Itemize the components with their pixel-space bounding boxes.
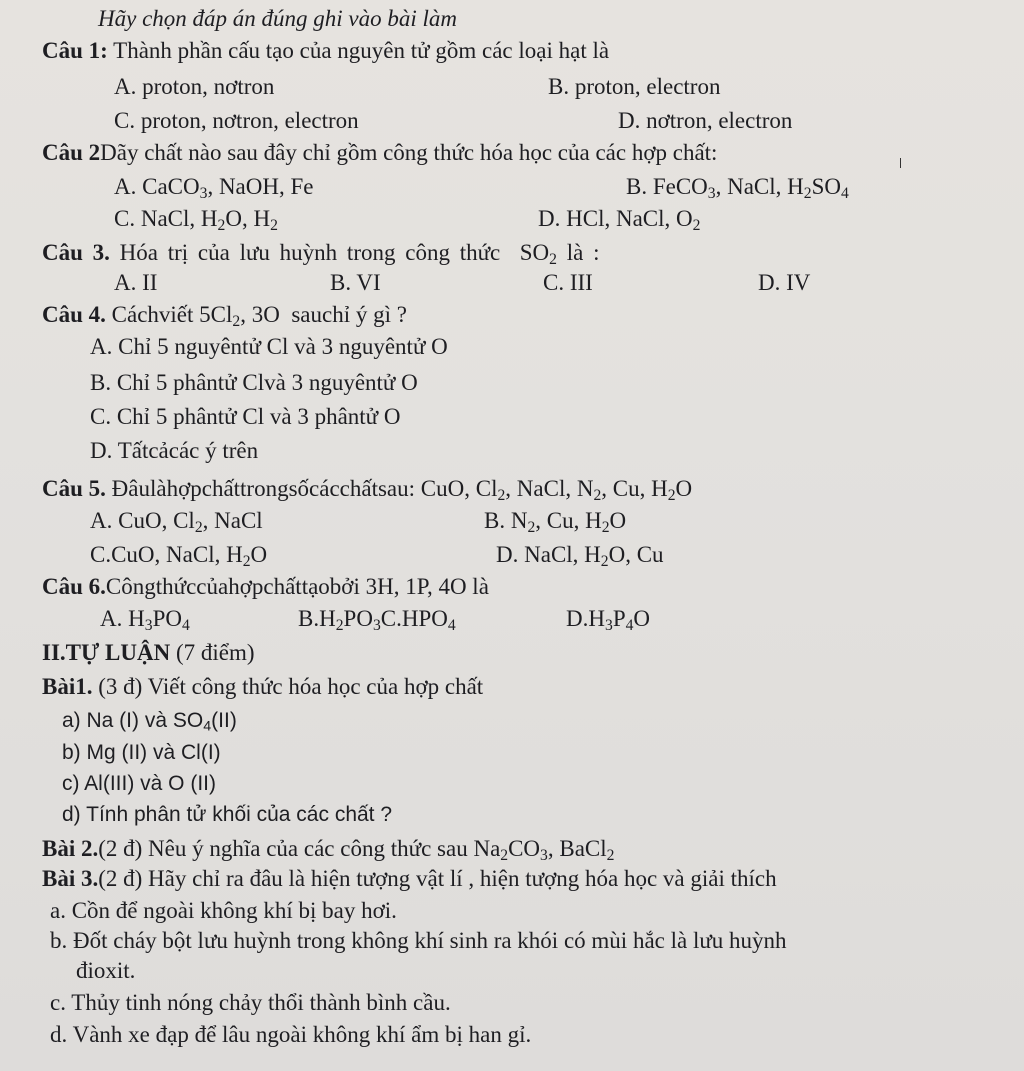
- option-letter: D.: [538, 206, 567, 231]
- exercise-label: Bài 3.: [42, 866, 99, 891]
- question-text: Dãy chất nào sau đây chỉ gồm công thức hóa học của các hợp chất:: [100, 140, 718, 165]
- option-letter: D.: [566, 606, 589, 631]
- option-letter: B.: [626, 174, 653, 199]
- question-label: Câu 4.: [42, 302, 106, 327]
- q2-option-a: A. CaCO$_3$, NaOH, Fe: [114, 174, 314, 202]
- q6-option-a: A. $H_3PO_4$: [100, 606, 190, 634]
- exercise-text: (2 đ) Nêu ý nghĩa của các công thức sau: [98, 836, 468, 861]
- question-label: Câu 5.: [42, 476, 106, 501]
- question-text: Cáchviết: [111, 302, 194, 327]
- q2-option-c: C. NaCl, $H_2O$, $H_2$: [114, 206, 278, 234]
- question-text: Thành phần cấu tạo của nguyên tử gồm các loại hạt là: [113, 38, 610, 63]
- exercise-label: Bài 2.: [42, 836, 99, 861]
- question-label: Câu 6.: [42, 574, 106, 599]
- part-title: II.TỰ LUẬN: [42, 640, 171, 665]
- ex3-item-a: a. Cồn để ngoài không khí bị bay hơi.: [50, 898, 397, 923]
- part-points: (7 điểm): [175, 640, 255, 665]
- ex1-item-c: c) Al(III) và O (II): [62, 772, 217, 795]
- ex1-item-a: a) Na (I) và $SO_4(II)$: [62, 709, 237, 735]
- question-text-end: sauchỉ ý gì ?: [291, 302, 407, 327]
- q4-option-d: D. Tấtcảcác ý trên: [90, 438, 259, 463]
- exercise-label: Bài1.: [42, 674, 93, 699]
- question-text-end: là :: [566, 240, 600, 265]
- q5-option-b: B. $N_2$, Cu, $H_2O$: [484, 508, 627, 536]
- q2-option-d: D. HCl, NaCl, $O_2$: [538, 206, 701, 234]
- q5-option-a: A. CuO, $Cl_2$, NaCl: [90, 508, 263, 536]
- q6-option-b-c: $B.H_2PO_3C.HPO_4$: [298, 606, 456, 634]
- part-2-heading: [42, 640, 255, 665]
- q5-option-d: D. NaCl, $H_2O$, Cu: [496, 542, 664, 570]
- instruction: Hãy chọn đáp án đúng ghi vào bài làm: [98, 6, 458, 31]
- question-text: Côngthứccủahợpchấttạobởi 3H, 1P, 4O là: [105, 574, 489, 599]
- question-6: [42, 574, 489, 599]
- option-letter: C.: [114, 206, 141, 231]
- option-letter: A.: [90, 508, 119, 533]
- question-text: Hóa trị của lưu huỳnh trong công thức: [119, 240, 501, 265]
- question-text: Đâulàhợpchấttrongsốcácchấtsau:: [111, 476, 416, 501]
- q4-option-b: B. Chỉ 5 phântử Clvà 3 nguyêntử O: [90, 370, 418, 395]
- option-letter: B.: [298, 606, 320, 631]
- q6-option-d: $D.H_3P_4O$: [566, 606, 651, 634]
- exercise-1: [42, 674, 483, 699]
- ex1-item-d: d) Tính phân tử khối của các chất ?: [62, 803, 393, 826]
- option-letter: C.: [90, 542, 112, 567]
- question-1: [42, 38, 609, 63]
- ex1-item-b: b) Mg (II) và Cl(I): [62, 741, 221, 764]
- q1-option-a: A. proton, nơtron: [114, 74, 275, 99]
- stray-mark: [900, 158, 901, 168]
- question-label: Câu 2: [42, 140, 101, 165]
- ex3-item-b-cont: đioxit.: [76, 958, 136, 983]
- q1-option-d: D. nơtron, electron: [618, 108, 793, 133]
- ex3-item-c: c. Thủy tinh nóng chảy thổi thành bình cầu.: [50, 990, 451, 1015]
- option-letter: D.: [496, 542, 525, 567]
- exercise-text: (3 đ) Viết công thức hóa học của hợp chất: [98, 674, 484, 699]
- ex3-item-d: d. Vành xe đạp để lâu ngoài không khí ẩm bị han gỉ.: [50, 1022, 532, 1047]
- option-letter: C.HPO: [380, 606, 448, 631]
- q1-option-c: C. proton, nơtron, electron: [114, 108, 359, 133]
- q4-option-a: A. Chỉ 5 nguyêntử Cl và 3 nguyêntử O: [90, 334, 448, 359]
- item-text-end: (II): [211, 709, 237, 732]
- question-5: Câu 5. Đâulàhợpchấttrongsốcácchấtsau: CuO, $Cl_2$, NaCl, $N_2$, Cu, $H_2O$: [42, 476, 693, 504]
- q3-option-d: D. IV: [758, 270, 811, 295]
- q1-option-b: B. proton, electron: [548, 74, 721, 99]
- question-3: Câu 3. Hóa trị của lưu huỳnh trong công thức $SO_2$ là :: [42, 240, 600, 268]
- exercise-3: [42, 866, 777, 891]
- item-text: a) Na (I) và: [62, 709, 168, 732]
- q4-option-c: C. Chỉ 5 phântử Cl và 3 phântử O: [90, 404, 401, 429]
- ex3-item-b: b. Đốt cháy bột lưu huỳnh trong không khí sinh ra khói có mùi hắc là lưu huỳnh: [50, 928, 787, 953]
- question-label: Câu 1:: [42, 38, 108, 63]
- question-label: Câu 3.: [42, 240, 110, 265]
- q3-option-b: B. VI: [330, 270, 381, 295]
- option-letter: B.: [484, 508, 511, 533]
- exercise-2: Bài 2.(2 đ) Nêu ý nghĩa của các công thức sau $Na_2CO_3$, BaCl$_2$: [42, 836, 615, 864]
- q2-option-b: B. FeCO$_3$, NaCl, $H_2SO_4$: [626, 174, 849, 202]
- option-letter: A.: [114, 174, 143, 199]
- exercise-text: (2 đ) Hãy chỉ ra đâu là hiện tượng vật lí , hiện tượng hóa học và giải thích: [98, 866, 777, 891]
- q3-option-c: C. III: [543, 270, 593, 295]
- q3-option-a: A. II: [114, 270, 158, 295]
- question-4: Câu 4. Cáchviết $5Cl_2$, 3O sauchỉ ý gì ?: [42, 302, 407, 330]
- option-letter: A.: [100, 606, 129, 631]
- question-2: [42, 140, 717, 165]
- q5-option-c: C.CuO, NaCl, $H_2O$: [90, 542, 268, 570]
